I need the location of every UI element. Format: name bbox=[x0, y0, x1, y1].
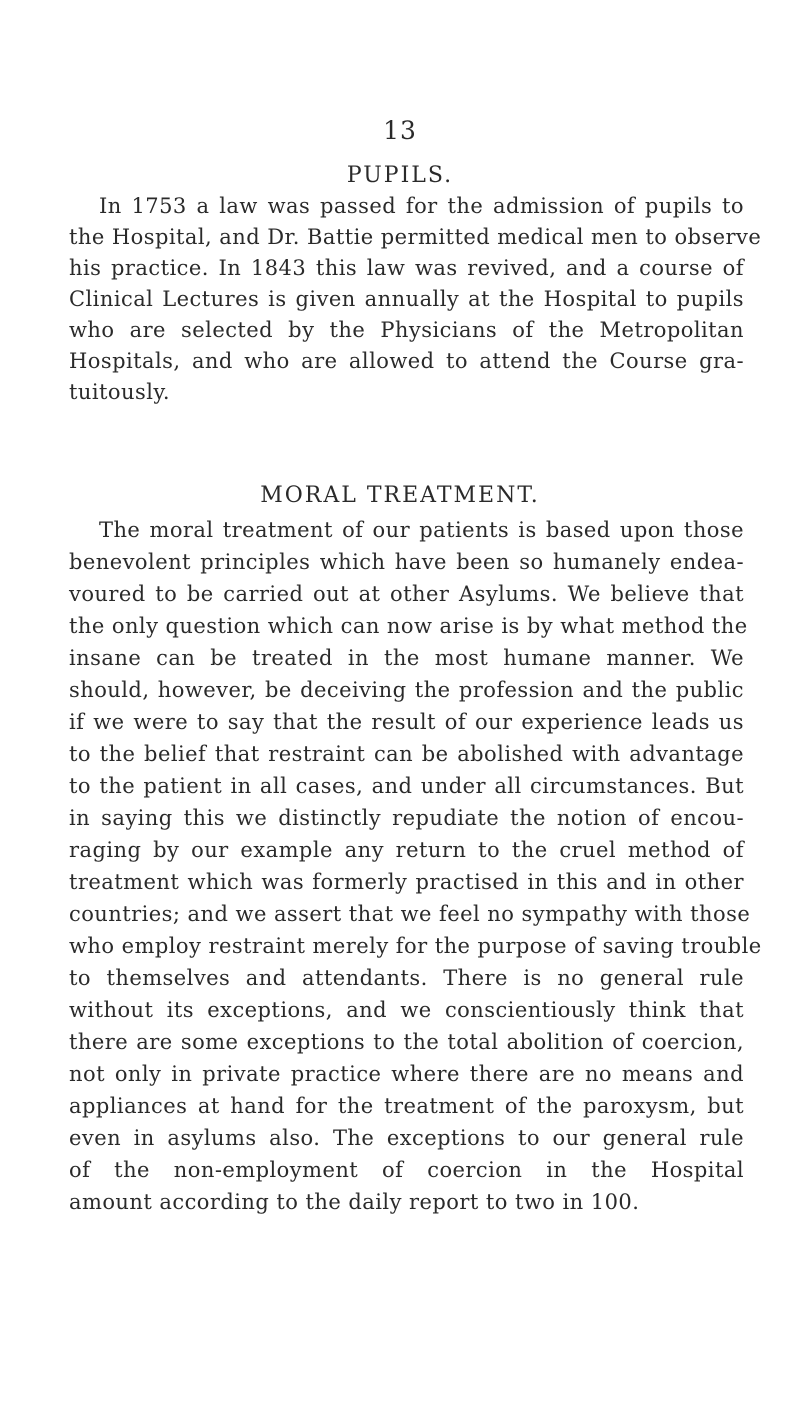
paragraph-line: who employ restraint merely for the purpose of saving trouble bbox=[69, 934, 762, 958]
paragraph-line: there are some exceptions to the total abolition of coercion, bbox=[69, 1030, 744, 1054]
paragraph-line: without its exceptions, and we conscientiously think that bbox=[69, 998, 744, 1022]
paragraph-line: tuitously. bbox=[69, 380, 171, 404]
section-heading-pupils: PUPILS. bbox=[346, 163, 454, 188]
paragraph-line: In 1753 a law was passed for the admission of pupils to bbox=[99, 194, 744, 218]
paragraph-line: to the belief that restraint can be abolished with advantage bbox=[69, 742, 744, 766]
section-heading-moral-treatment: MORAL TREATMENT. bbox=[260, 483, 540, 508]
paragraph-line: The moral treatment of our patients is based upon those bbox=[99, 518, 744, 542]
paragraph-line: benevolent principles which have been so humanely endea- bbox=[69, 550, 744, 574]
paragraph-line: raging by our example any return to the cruel method of bbox=[69, 838, 744, 862]
paragraph-line: countries; and we assert that we feel no sympathy with those bbox=[69, 902, 751, 926]
paragraph-line: his practice. In 1843 this law was revived, and a course of bbox=[69, 256, 744, 280]
page-number: 13 bbox=[383, 116, 417, 145]
paragraph-line: Clinical Lectures is given annually at the Hospital to pupils bbox=[69, 287, 744, 311]
paragraph-line: of the non-employment of coercion in the Hospital bbox=[69, 1158, 744, 1182]
paragraph-line: to themselves and attendants. There is no general rule bbox=[69, 966, 744, 990]
paragraph-line: to the patient in all cases, and under all circumstances. But bbox=[69, 774, 744, 798]
paragraph-line: treatment which was formerly practised in this and in other bbox=[69, 870, 744, 894]
paragraph-line: appliances at hand for the treatment of the paroxysm, but bbox=[69, 1094, 744, 1118]
paragraph-line: even in asylums also. The exceptions to our general rule bbox=[69, 1126, 744, 1150]
paragraph-line: not only in private practice where there are no means and bbox=[69, 1062, 744, 1086]
paragraph-line: amount according to the daily report to two in 100. bbox=[69, 1190, 640, 1214]
paragraph-line: if we were to say that the result of our experience leads us bbox=[69, 710, 744, 734]
paragraph-line: who are selected by the Physicians of the Metropolitan bbox=[69, 318, 744, 342]
paragraph-line: insane can be treated in the most humane manner. We bbox=[69, 646, 744, 670]
paragraph-line: voured to be carried out at other Asylums. We believe that bbox=[69, 582, 744, 606]
paragraph-line: should, however, be deceiving the profession and the public bbox=[69, 678, 744, 702]
paragraph-line: in saying this we distinctly repudiate the notion of encou- bbox=[69, 806, 744, 830]
paragraph-line: the only question which can now arise is by what method the bbox=[69, 614, 748, 638]
paragraph-line: Hospitals, and who are allowed to attend the Course gra- bbox=[69, 349, 744, 373]
paragraph-line: the Hospital, and Dr. Battie permitted medical men to observe bbox=[69, 225, 762, 249]
